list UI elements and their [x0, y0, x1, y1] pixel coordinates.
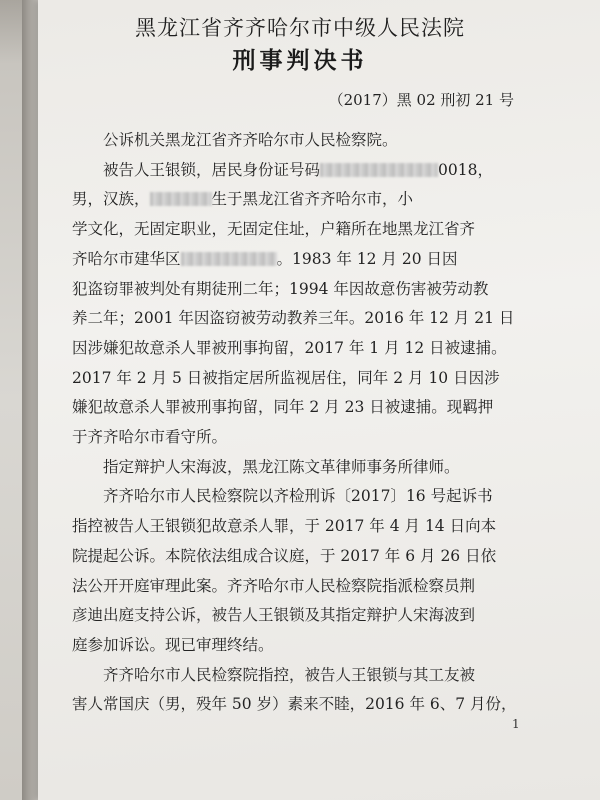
judgment-body [72, 126, 530, 720]
procedure-paragraph: 齐齐哈尔市人民检察院以齐检刑诉〔2017〕16 号起诉书 指控被告人王银锁犯故意杀人罪，于 2017 年 4 月 14 日向本 院提起公诉。本院依法组成合议庭，于 2017 年 6 月 26 日依 法公开开庭审理此案。齐齐哈尔市人民检察院指派检察员荆 彦迪出庭支持公诉，被告人王银锁及其指定辩护人宋海波到 庭参加诉讼。现已审理终结。 [72, 487, 497, 654]
document-title: 刑事判决书 [232, 48, 368, 74]
case-number: （2017）黑 02 刑初 21 号 [328, 91, 514, 109]
charges-paragraph: 齐齐哈尔市人民检察院指控，被告人王银锁与其工友被 害人常国庆（男，殁年 50 岁）素来不睦，2016 年 6、7 月份， [72, 665, 517, 714]
defendant-paragraph: 被告人王银锁，居民身份证号码 0018， 男，汉族， 生于黑龙江省齐齐哈尔市，小 学文化，无固定职业，无固定住址，户籍所在地黑龙江省齐 齐哈尔市建华区 。1983 年 12 月 20 日因 犯盗窃罪被判处有期徒刑二年；1994 年因故意伤害被劳动教 养二年；2001 年因盗窃被劳动教养三年。2016 年 12 月 21 日 因涉嫌犯故意杀人罪被刑事拘留，2017 年 1 月 12 日被逮捕。 2017 年 2 月 5 日被指定居所监视居住，同年 2 月 10 日因涉 嫌犯故意杀人罪被刑事拘留，同年 2 月 23 日被逮捕。现羁押 于齐齐哈尔市看守所。 [72, 160, 515, 447]
redacted-birthdate [150, 192, 212, 206]
page-number: 1 [512, 717, 520, 731]
prosecutor-paragraph: 公诉机关黑龙江省齐齐哈尔市人民检察院。 [103, 131, 398, 149]
redacted-address [181, 252, 277, 266]
redacted-id-number [320, 163, 438, 177]
court-name: 黑龙江省齐齐哈尔市中级人民法院 [135, 16, 465, 40]
defense-counsel-paragraph: 指定辩护人宋海波，黑龙江陈文革律师事务所律师。 [103, 457, 460, 476]
